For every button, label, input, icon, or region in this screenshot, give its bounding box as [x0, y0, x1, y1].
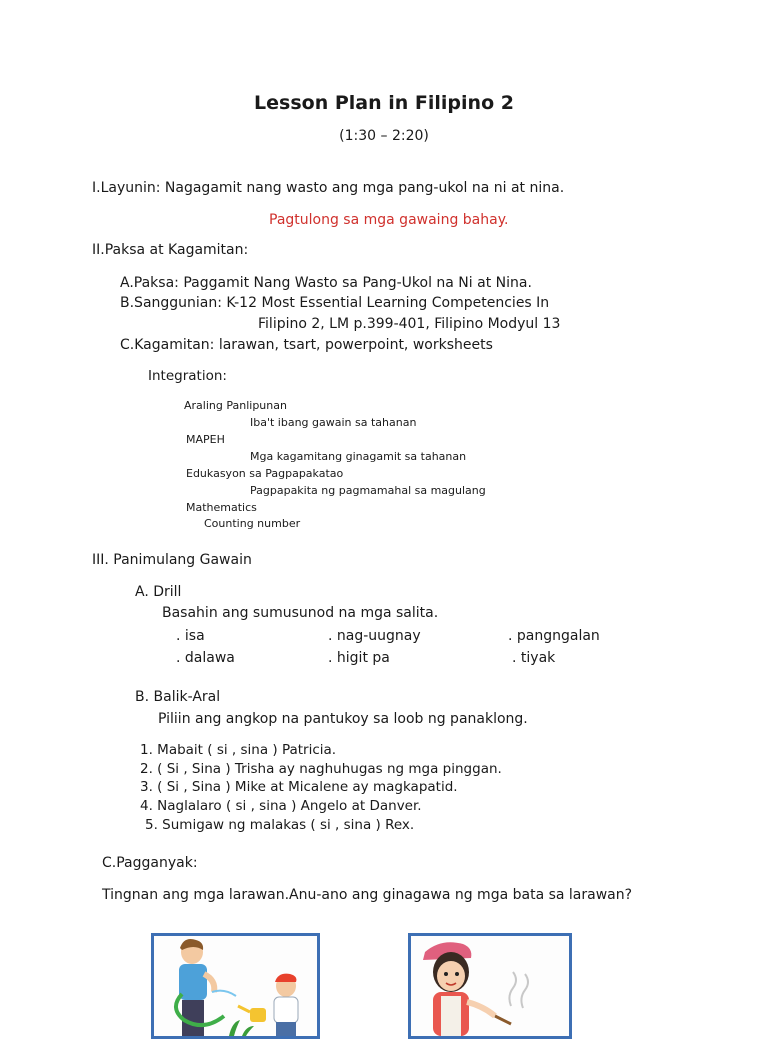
integration-detail: Pagpapakita ng pagmamahal sa magulang: [250, 484, 486, 497]
time-range: (1:30 – 2:20): [339, 128, 429, 144]
subject-heading: II.Paksa at Kagamitan:: [92, 242, 249, 258]
drill-label: A. Drill: [135, 584, 182, 600]
integration-subject: Araling Panlipunan: [184, 399, 287, 412]
drill-word: . tiyak: [512, 650, 556, 666]
review-instruction: Piliin ang angkop na pantukoy sa loob ng panaklong.: [158, 711, 528, 727]
review-item: 3. ( Si , Sina ) Mike at Micalene ay magkapatid.: [140, 779, 458, 795]
objective-line: I.Layunin: Nagagamit nang wasto ang mga pang-ukol na ni at nina.: [92, 180, 565, 196]
drill-word: . isa: [176, 628, 205, 644]
drill-word: . nag-uugnay: [328, 628, 421, 644]
integration-detail: Mga kagamitang ginagamit sa tahanan: [250, 450, 467, 463]
intro-heading: III. Panimulang Gawain: [92, 552, 252, 568]
motivation-label: C.Pagganyak:: [102, 855, 198, 871]
drill-word: . pangngalan: [508, 628, 600, 644]
cooking-picture: [408, 933, 572, 1039]
integration-heading: Integration:: [148, 368, 227, 384]
review-item: 1. Mabait ( si , sina ) Patricia.: [140, 742, 337, 758]
page-title: Lesson Plan in Filipino 2: [254, 92, 514, 114]
paksa-line: A.Paksa: Paggamit Nang Wasto sa Pang-Ukol na Ni at Nina.: [120, 275, 532, 291]
review-label: B. Balik-Aral: [135, 689, 221, 705]
sanggunian-line-1: B.Sanggunian: K-12 Most Essential Learning Competencies In: [120, 295, 550, 311]
drill-word: . higit pa: [328, 650, 390, 666]
review-item: 2. ( Si , Sina ) Trisha ay naghuhugas ng mga pinggan.: [140, 761, 502, 777]
integration-subject: MAPEH: [186, 433, 225, 446]
kagamitan-line: C.Kagamitan: larawan, tsart, powerpoint, worksheets: [120, 337, 493, 353]
review-item: 4. Naglalaro ( si , sina ) Angelo at Danver.: [140, 798, 422, 814]
sanggunian-line-2: Filipino 2, LM p.399-401, Filipino Modyul 13: [258, 316, 561, 332]
review-item: 5. Sumigaw ng malakas ( si , sina ) Rex.: [145, 817, 415, 833]
drill-word: . dalawa: [176, 650, 235, 666]
gardening-illustration: [154, 936, 317, 1036]
integration-detail: Iba't ibang gawain sa tahanan: [250, 416, 417, 429]
gardening-picture: [151, 933, 320, 1039]
integration-detail: Counting number: [204, 517, 301, 530]
motivation-question: Tingnan ang mga larawan.Anu-ano ang ginagawa ng mga bata sa larawan?: [102, 887, 633, 903]
integration-subject: Mathematics: [186, 501, 257, 514]
cooking-illustration: [411, 936, 569, 1036]
objective-theme: Pagtulong sa mga gawaing bahay.: [269, 212, 509, 228]
integration-subject: Edukasyon sa Pagpapakatao: [186, 467, 344, 480]
drill-instruction: Basahin ang sumusunod na mga salita.: [162, 605, 439, 621]
